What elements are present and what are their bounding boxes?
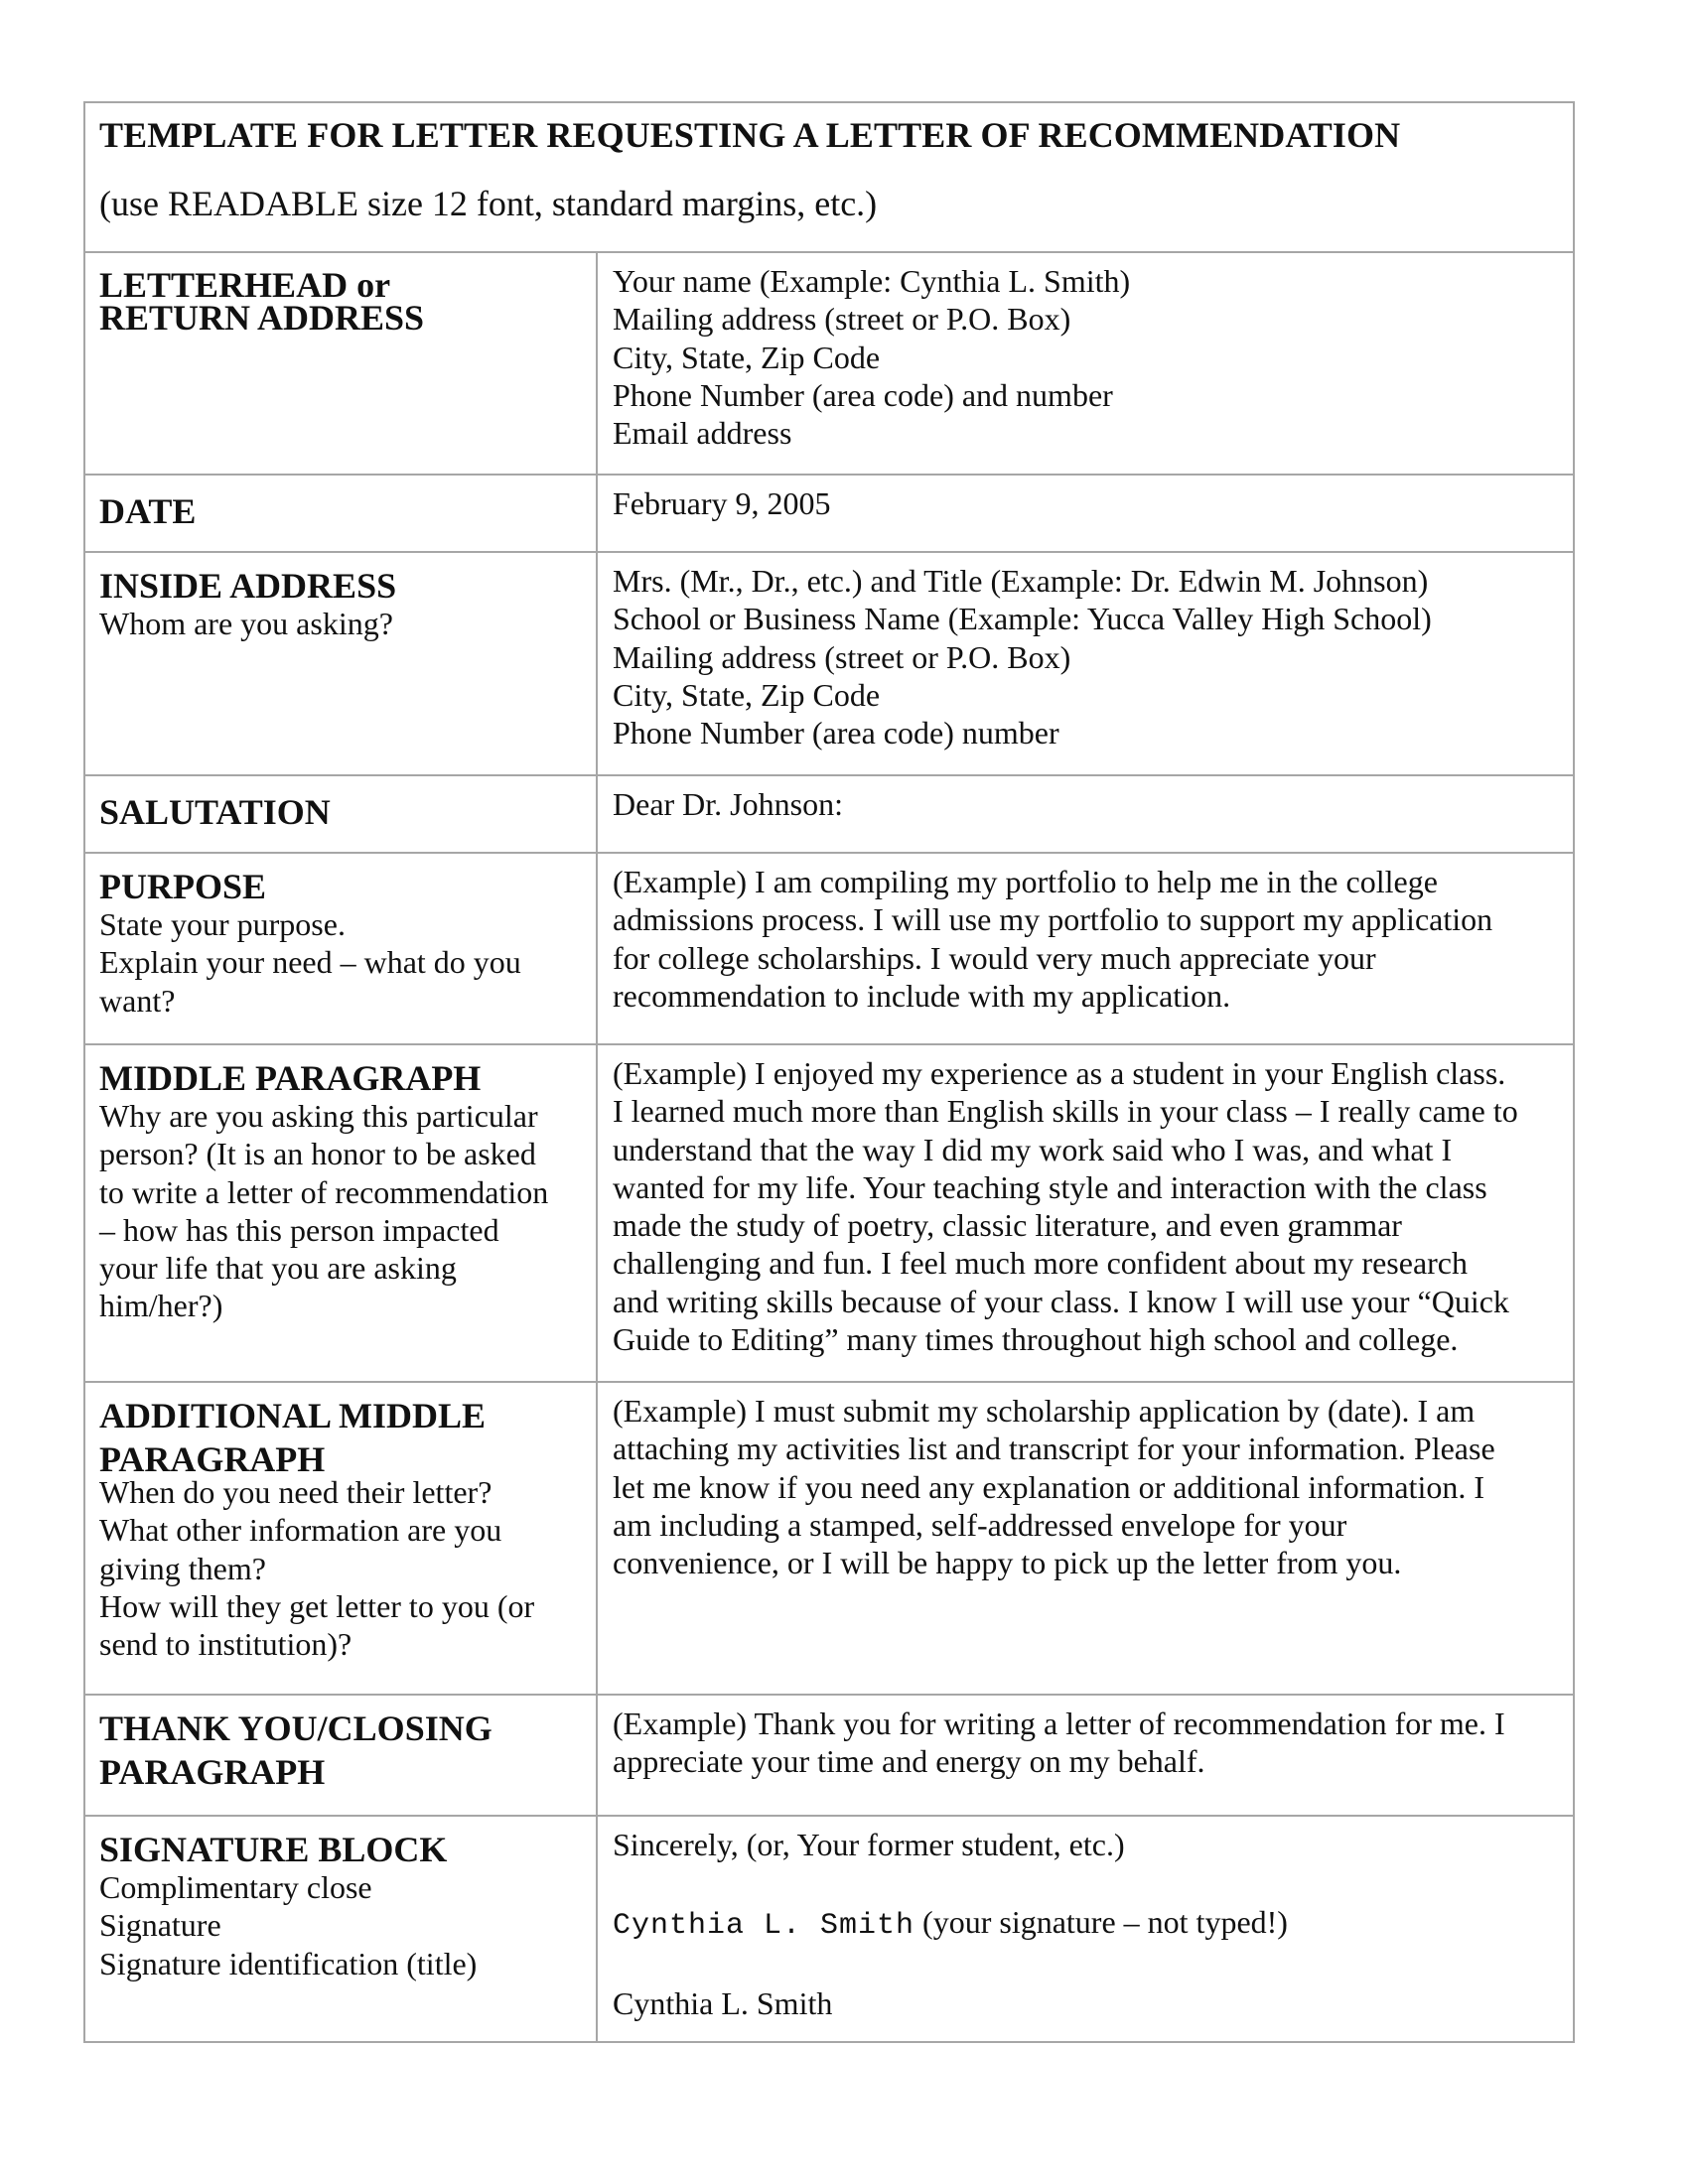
document-title: TEMPLATE FOR LETTER REQUESTING A LETTER OF RECOMMENDATION — [99, 115, 1401, 155]
table-row-letterhead — [85, 251, 1573, 474]
row-heading: THANK YOU/CLOSING — [99, 1708, 492, 1748]
content-line: challenging and fun. I feel much more confident about my research — [613, 1245, 1468, 1282]
row-note: Explain your need – what do you — [99, 944, 521, 981]
row-heading: PURPOSE — [99, 867, 267, 906]
row-note: How will they get letter to you (or — [99, 1587, 535, 1624]
content-line: Phone Number (area code) and number — [613, 376, 1113, 413]
row-note: your life that you are asking — [99, 1250, 457, 1287]
content-line: convenience, or I will be happy to pick up the letter from you. — [613, 1545, 1402, 1581]
row-heading: PARAGRAPH — [99, 1439, 326, 1479]
table-row-additional-middle-paragraph — [85, 1381, 1573, 1694]
row-content-cell — [598, 553, 1573, 774]
row-heading: LETTERHEAD or — [99, 265, 391, 305]
row-heading: ADDITIONAL MIDDLE — [99, 1396, 487, 1435]
signature-line — [613, 1903, 1559, 1945]
row-note: State your purpose. — [99, 906, 346, 942]
row-content-cell — [598, 253, 1573, 474]
content-line: for college scholarships. I would very much appreciate your — [613, 939, 1376, 976]
row-content-cell — [598, 776, 1573, 852]
row-content-cell — [598, 1696, 1573, 1815]
content-line: understand that the way I did my work said who I was, and what I — [613, 1131, 1453, 1167]
content-line: Email address — [613, 415, 792, 452]
row-label-cell — [85, 476, 598, 551]
content-line: Phone Number (area code) number — [613, 715, 1059, 751]
row-heading: INSIDE ADDRESS — [99, 566, 397, 606]
row-heading: DATE — [99, 491, 197, 531]
table-header — [85, 103, 1573, 251]
content-line: February 9, 2005 — [613, 485, 831, 521]
content-line: Mailing address (street or P.O. Box) — [613, 301, 1071, 338]
table-row-inside-address — [85, 551, 1573, 774]
row-content-cell — [598, 476, 1573, 551]
table-row-thank-you-closing — [85, 1694, 1573, 1815]
content-line: recommendation to include with my application. — [613, 977, 1231, 1014]
row-heading: MIDDLE PARAGRAPH — [99, 1058, 482, 1098]
document-subtitle: (use READABLE size 12 font, standard margins, etc.) — [99, 184, 878, 223]
row-note: person? (It is an honor to be asked — [99, 1136, 536, 1172]
content-line: Guide to Editing” many times throughout high school and college. — [613, 1321, 1459, 1358]
row-note: Signature identification (title) — [99, 1945, 478, 1981]
signature-note: (your signature – not typed!) — [914, 1904, 1288, 1941]
complimentary-close: Sincerely, (or, Your former student, etc.) — [613, 1827, 1125, 1862]
row-note: When do you need their letter? — [99, 1474, 492, 1510]
row-label-cell — [85, 1045, 598, 1381]
table-row-date — [85, 474, 1573, 551]
row-content-cell — [598, 854, 1573, 1043]
content-line: (Example) I enjoyed my experience as a student in your English class. — [613, 1055, 1506, 1091]
row-note: Complimentary close — [99, 1869, 372, 1905]
content-line: attaching my activities list and transcript for your information. Please — [613, 1431, 1495, 1467]
row-label-cell — [85, 776, 598, 852]
row-label-cell — [85, 253, 598, 474]
content-line: I learned much more than English skills in your class – I really came to — [613, 1093, 1518, 1130]
table-row-purpose — [85, 852, 1573, 1043]
row-note: him/her?) — [99, 1288, 223, 1324]
row-note: Why are you asking this particular — [99, 1098, 538, 1134]
content-line: (Example) I must submit my scholarship application by (date). I am — [613, 1393, 1476, 1429]
content-line: wanted for my life. Your teaching style and interaction with the class — [613, 1168, 1487, 1205]
row-heading: SALUTATION — [99, 792, 331, 832]
row-heading: PARAGRAPH — [99, 1752, 326, 1792]
content-line: made the study of poetry, classic literature, and even grammar — [613, 1207, 1402, 1244]
template-table — [83, 101, 1575, 2043]
content-line: City, State, Zip Code — [613, 339, 881, 375]
row-label-cell — [85, 1696, 598, 1815]
row-content-cell — [598, 1045, 1573, 1381]
content-line: Dear Dr. Johnson: — [613, 786, 843, 822]
row-heading: SIGNATURE BLOCK — [99, 1830, 448, 1869]
content-line: let me know if you need any explanation or additional information. I — [613, 1468, 1484, 1505]
typed-signature: Cynthia L. Smith — [613, 1909, 915, 1944]
row-heading: RETURN ADDRESS — [99, 298, 425, 338]
table-row-salutation — [85, 774, 1573, 852]
content-line: admissions process. I will use my portfolio to support my application — [613, 901, 1493, 938]
row-label-cell — [85, 1383, 598, 1694]
row-note: What other information are you — [99, 1512, 502, 1549]
content-line: School or Business Name (Example: Yucca Valley High School) — [613, 601, 1432, 637]
content-line: (Example) I am compiling my portfolio to help me in the college — [613, 864, 1438, 899]
content-line: am including a stamped, self-addressed envelope for your — [613, 1506, 1347, 1543]
row-note: Whom are you asking? — [99, 606, 393, 641]
row-note: Signature — [99, 1907, 221, 1944]
row-label-cell — [85, 553, 598, 774]
row-content-cell — [598, 1817, 1573, 2041]
content-line: Mailing address (street or P.O. Box) — [613, 638, 1071, 675]
row-label-cell — [85, 1817, 598, 2041]
row-content-cell — [598, 1383, 1573, 1694]
row-note: to write a letter of recommendation — [99, 1173, 549, 1210]
row-label-cell — [85, 854, 598, 1043]
content-line: appreciate your time and energy on my behalf. — [613, 1743, 1205, 1780]
signature-name: Cynthia L. Smith — [613, 1984, 833, 2021]
row-note: want? — [99, 982, 176, 1019]
content-line: Your name (Example: Cynthia L. Smith) — [613, 263, 1131, 299]
table-row-middle-paragraph — [85, 1043, 1573, 1381]
content-line: Mrs. (Mr., Dr., etc.) and Title (Example: Dr. Edwin M. Johnson) — [613, 563, 1429, 599]
row-note: giving them? — [99, 1550, 266, 1586]
content-line: and writing skills because of your class. I know I will use your “Quick — [613, 1283, 1509, 1319]
table-row-signature-block — [85, 1815, 1573, 2041]
row-note: – how has this person impacted — [99, 1211, 499, 1248]
row-note: send to institution)? — [99, 1626, 352, 1663]
content-line: (Example) Thank you for writing a letter of recommendation for me. I — [613, 1706, 1505, 1741]
content-line: City, State, Zip Code — [613, 676, 881, 713]
